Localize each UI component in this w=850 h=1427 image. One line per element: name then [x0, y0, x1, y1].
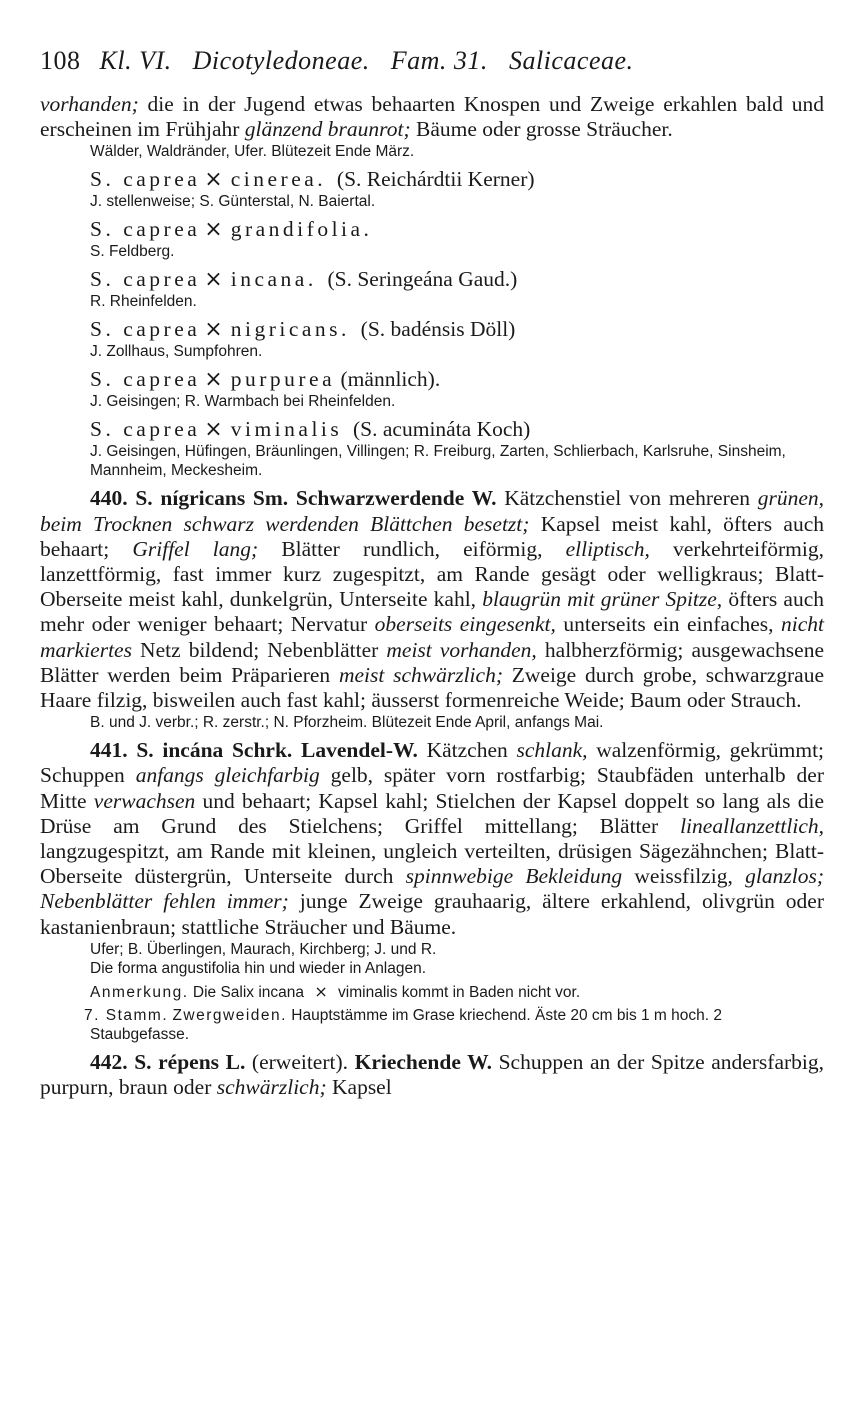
species-440: 440. S. nígricans Sm. Schwarzwerdende W. Kätzchenstiel von mehreren grünen, beim Trocknen schwarz werdenden Blättchen besetzt; Kapsel meist kahl, öfters auch behaart; Griffel lang; Blätter rundlich, eiförmig, elliptisch, verkehrteiförmig, lanzettförmig, fast immer kurz zugespitzt, am Rande gesägt oder welligkraus; Blatt-Oberseite meist kahl, dunkelgrün, Unterseite kahl, blaugrün mit grüner Spitze, öfters auch mehr oder weniger behaart; Nervatur oberseits eingesenkt, unterseits ein einfaches, nicht markiertes Netz bildend; Nebenblätter meist vorhanden, halbherzförmig; ausgewachsene Blätter werden beim Präparieren meist schwärzlich; Zweige durch grobe, schwarzgraue Haare filzig, bisweilen auch fast kahl; äusserst formenreiche Weide; Baum oder Strauch.: [40, 486, 825, 713]
species-name: S. incána Schrk.: [136, 738, 293, 763]
species-number: 442.: [90, 1049, 128, 1074]
cross-symbol: ×: [204, 167, 223, 193]
intro-habitat: Wälder, Waldränder, Ufer. Blütezeit Ende März.: [90, 143, 415, 161]
species-441-forma: Die forma angustifolia hin und wieder in Anlagen.: [90, 959, 427, 977]
species-441-note: Anmerkung. Die Salix incana × viminalis kommt in Baden nicht vor.: [90, 981, 581, 1001]
hybrid-list: [40, 167, 824, 480]
running-header: [40, 44, 824, 78]
species-441: 441. S. incána Schrk. Lavendel-W. Kätzchen schlank, walzenförmig, gekrümmt; Schuppen anfangs gleichfarbig gelb, später vorn rostfarbig; Staubfäden unterhalb der Mitte verwachsen und behaart; Kapsel kahl; Stielchen der Kapsel doppelt so lang als die Drüse am Grund des Stielchens; Griffel mittellang; Blätter lineallanzettlich, langzugespitzt, am Rande mit kleinen, ungleich verteilten, drüsigen Sägezähnchen; Blatt-Oberseite düstergrün, Unterseite durch spinnwebige Bekleidung weissfilzig, glanzlos; Nebenblätter fehlen immer; junge Zweige grauhaarig, ältere erkahlend, olivgrün oder kastanienbraun; stattliche Sträucher und Bäume.: [40, 738, 825, 939]
intro-paragraph: vorhanden; die in der Jugend etwas behaarten Knospen und Zweige erkahlen bald und erscheinen im Frühjahr glänzend braunrot; Bäume oder grosse Sträucher.: [40, 92, 824, 142]
common-name: Kriechende W.: [354, 1049, 492, 1074]
hybrid-entry: S. caprea × incana. (S. Seringeána Gaud.): [90, 267, 518, 293]
hybrid-entry: S. caprea × purpurea (männlich).: [90, 367, 441, 393]
hybrid-entry: S. caprea × grandifolia.: [90, 217, 373, 243]
species-442: 442. S. répens L. (erweitert). Kriechende W. Schuppen an der Spitze andersfarbig, purpurn, braun oder schwärzlich; Kapsel: [40, 1049, 825, 1100]
species-441-locality: Ufer; B. Überlingen, Maurach, Kirchberg; J. und R.: [90, 940, 437, 958]
species-number: 440.: [90, 486, 128, 511]
species-440-distribution: B. und J. verbr.; R. zerstr.; N. Pforzheim. Blütezeit Ende April, anfangs Mai.: [90, 714, 604, 732]
cross-symbol: ×: [204, 367, 223, 393]
species-number: 441.: [90, 738, 128, 763]
cross-symbol: ×: [204, 417, 223, 443]
cross-symbol: ×: [204, 267, 223, 293]
common-name: Schwarzwerdende W.: [295, 486, 497, 511]
header-class: Kl. VI.: [99, 46, 172, 75]
header-group: Dicotyledoneae.: [192, 46, 370, 75]
common-name: Lavendel-W.: [301, 738, 418, 763]
page-number: 108: [40, 46, 81, 75]
hybrid-locality: J. stellenweise; S. Günterstal, N. Baiertal.: [90, 193, 376, 211]
cross-symbol: ×: [204, 317, 223, 343]
species-name: S. nígricans Sm.: [135, 486, 289, 511]
hybrid-locality: S. Feldberg.: [90, 243, 175, 261]
stamm-heading: 7. Stamm. Zwergweiden. Hauptstämme im Grase kriechend. Äste 20 cm bis 1 m hoch. 2 Staubgefasse.: [84, 1006, 722, 1043]
hybrid-entry: S. caprea × cinerea. (S. Reichárdtii Kerner): [90, 167, 535, 193]
hybrid-locality: J. Zollhaus, Sumpfohren.: [90, 343, 263, 361]
hybrid-locality: R. Rheinfelden.: [90, 293, 197, 311]
cross-symbol: ×: [314, 981, 328, 1001]
hybrid-locality: J. Geisingen, Hüfingen, Bräunlingen, Villingen; R. Freiburg, Zarten, Schlierbach, Karlsruhe, Sinsheim, Mannheim, Meckesheim.: [90, 443, 786, 480]
cross-symbol: ×: [204, 217, 223, 243]
header-family: Fam. 31.: [390, 46, 488, 75]
hybrid-entry: S. caprea × nigricans. (S. badénsis Döll): [90, 317, 516, 343]
species-name: S. répens L.: [134, 1049, 246, 1074]
hybrid-entry: S. caprea × viminalis (S. acumináta Koch): [90, 417, 531, 443]
header-family-name: Salicaceae.: [508, 46, 634, 75]
hybrid-locality: J. Geisingen; R. Warmbach bei Rheinfelden.: [90, 393, 396, 411]
